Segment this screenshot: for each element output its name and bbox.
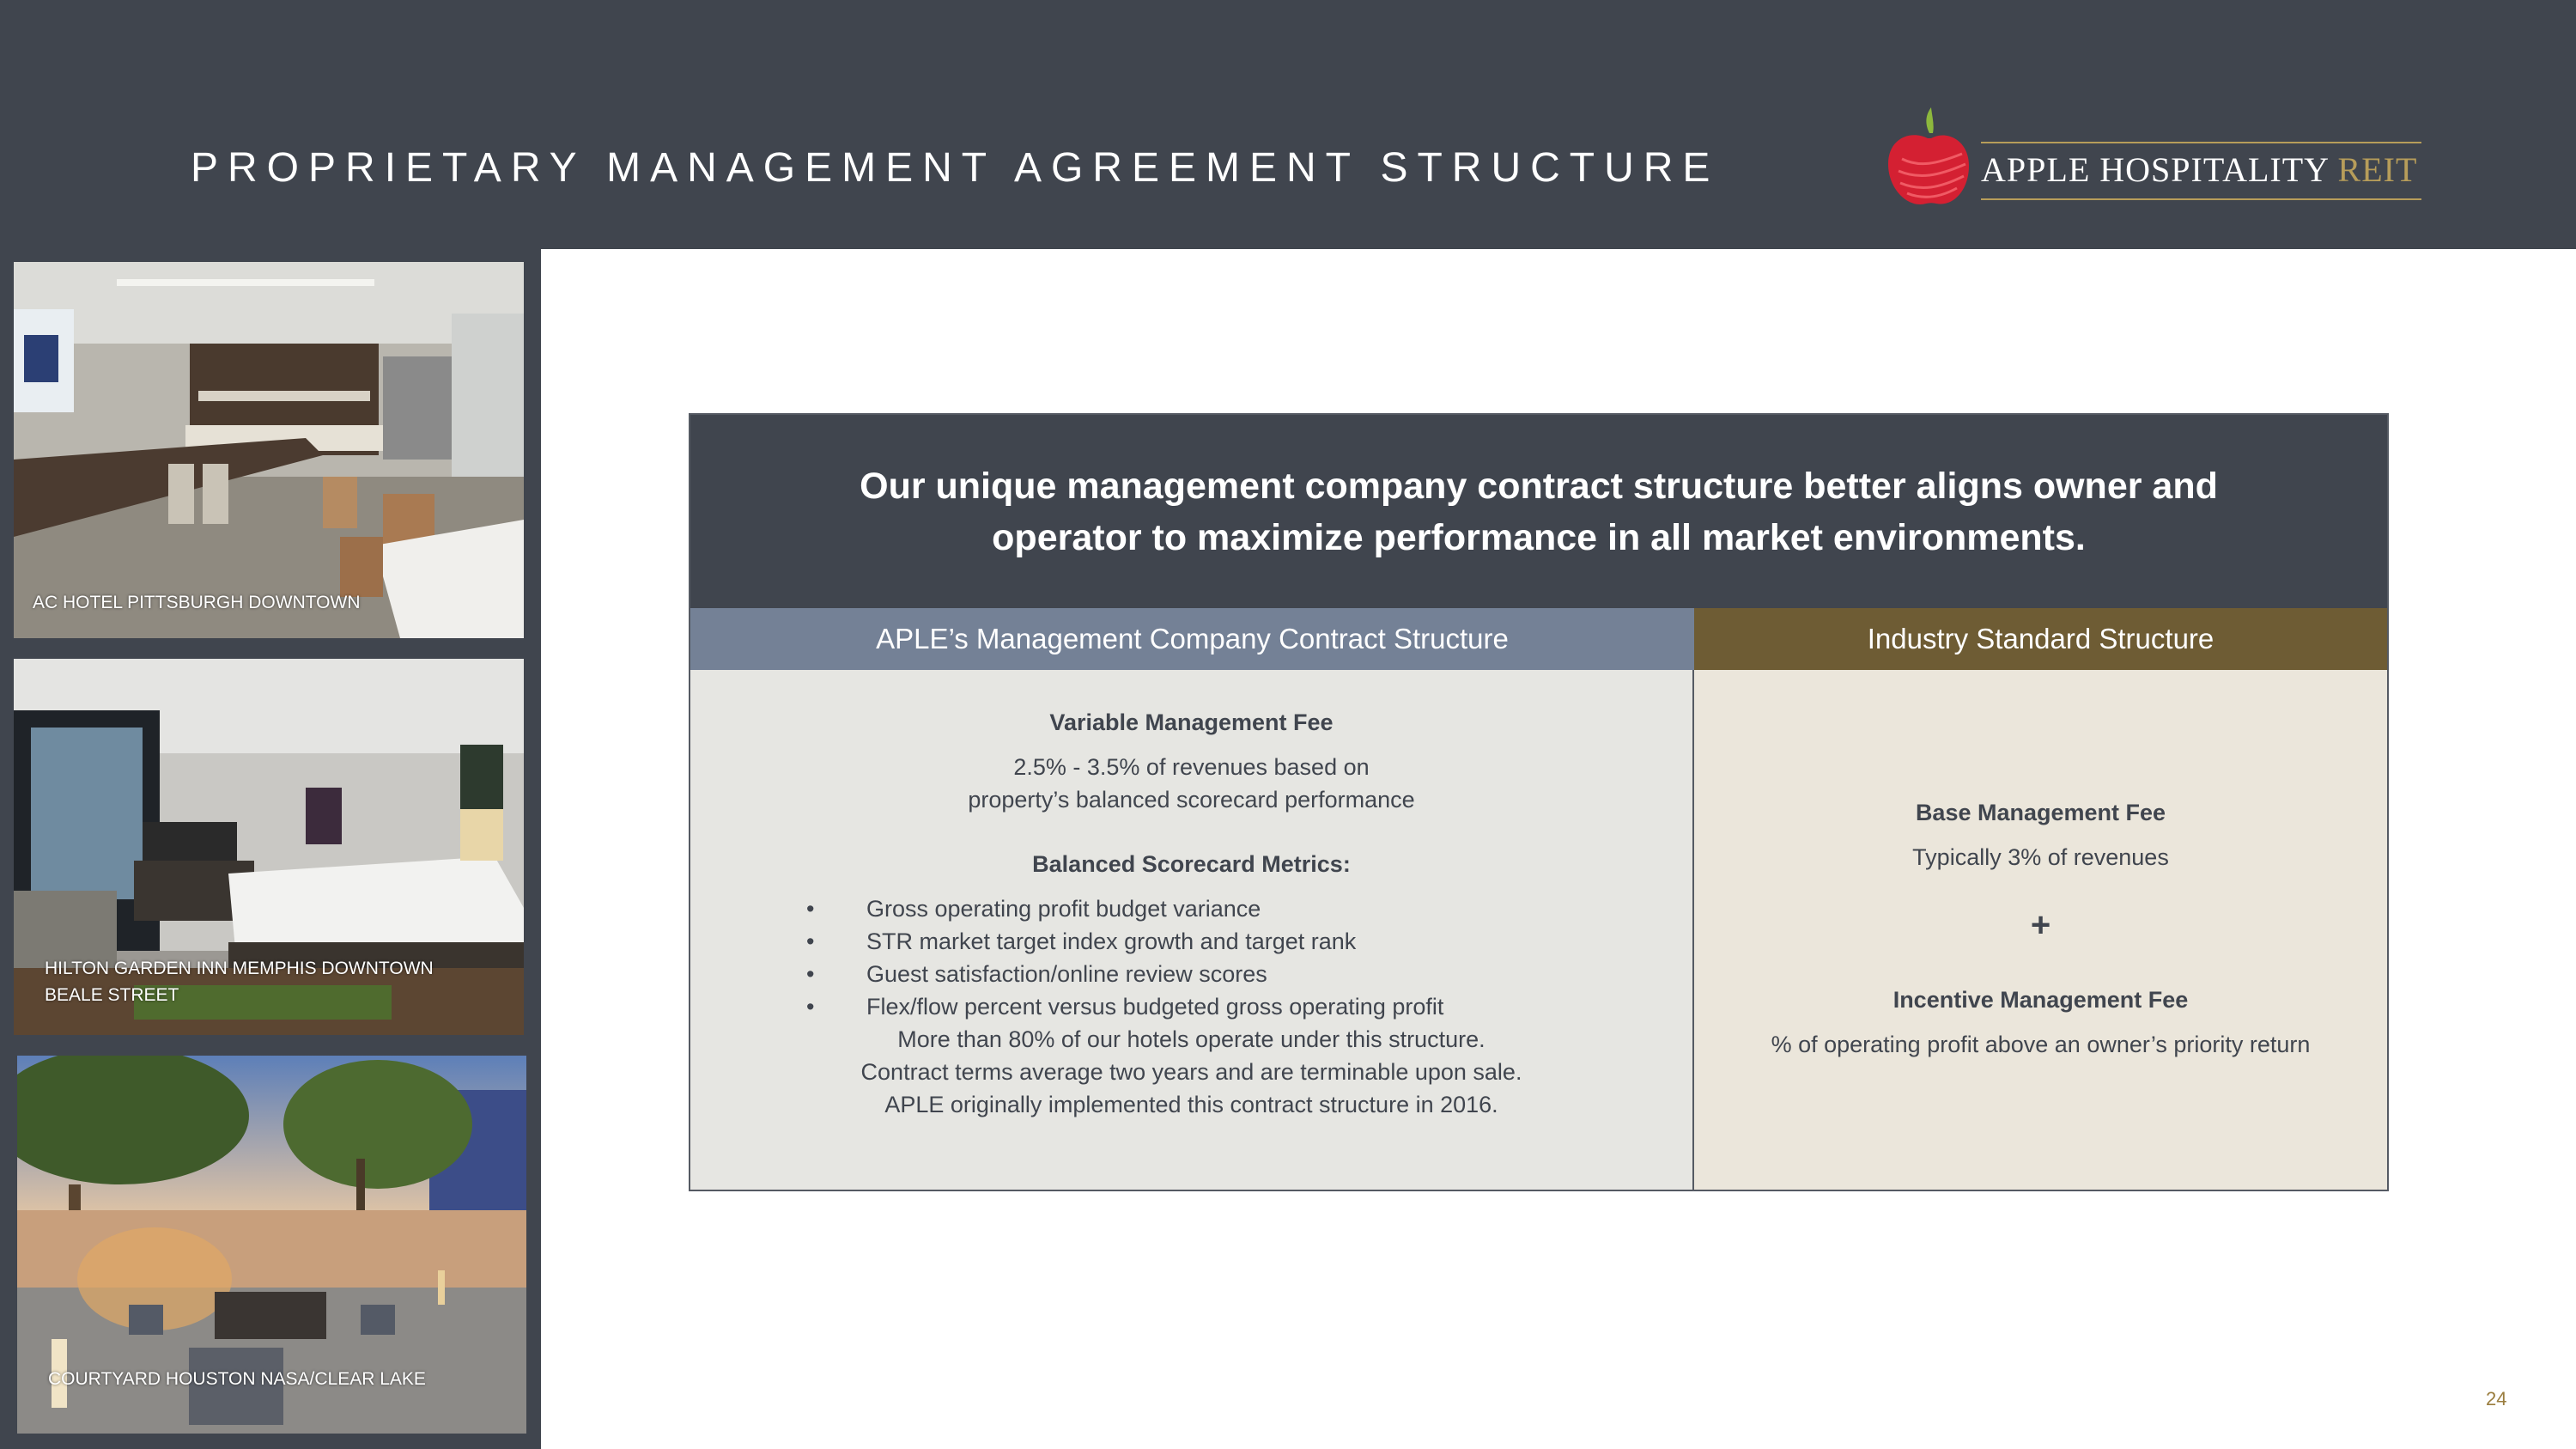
hotel-photo-2 — [14, 659, 524, 1035]
metric-item — [806, 961, 1267, 988]
aple-structure-heading: APLE’s Management Company Contract Structure — [690, 608, 1694, 670]
banner-line-1: Our unique management company contract structure better aligns owner and — [860, 465, 2218, 507]
logo-name: APPLE HOSPITALITY — [1981, 150, 2329, 189]
base-fee-desc: Typically 3% of revenues — [1912, 844, 2169, 870]
note-line-1: More than 80% of our hotels operate under this structure. — [897, 1026, 1485, 1052]
metric-text: Flex/flow percent versus budgeted gross operating profit — [866, 994, 1444, 1020]
incentive-fee-desc: % of operating profit above an owner’s priority return — [1771, 1032, 2311, 1057]
metric-text: Gross operating profit budget variance — [866, 896, 1261, 922]
management-structure-card — [689, 413, 2389, 1191]
page-title: PROPRIETARY MANAGEMENT AGREEMENT STRUCTURE — [191, 145, 1720, 191]
metric-text: Guest satisfaction/online review scores — [866, 961, 1267, 987]
bullet-icon: • — [806, 961, 815, 987]
photo-caption-2-line2: BEALE STREET — [45, 985, 179, 1005]
card-banner — [690, 415, 2387, 608]
metrics-title: Balanced Scorecard Metrics: — [1032, 851, 1351, 877]
metric-text: STR market target index growth and target rank — [866, 928, 1357, 954]
bullet-icon: • — [806, 928, 815, 954]
bullet-icon: • — [806, 994, 815, 1020]
hotel-photo-3 — [17, 1056, 526, 1434]
bullet-icon: • — [806, 896, 815, 922]
industry-structure-body — [1694, 670, 2387, 1190]
header-bar — [0, 0, 2576, 249]
note-line-3: APLE originally implemented this contract structure in 2016. — [884, 1092, 1498, 1117]
metric-item — [806, 994, 1444, 1020]
industry-structure-heading: Industry Standard Structure — [1694, 608, 2387, 670]
logo-rule-bottom — [1981, 198, 2421, 200]
photo-caption-2-line1: HILTON GARDEN INN MEMPHIS DOWNTOWN — [45, 959, 434, 978]
plus-icon: + — [2030, 906, 2051, 944]
logo-rule-top — [1981, 142, 2421, 143]
hotel-photo-1 — [14, 262, 524, 638]
photo-caption-2 — [45, 955, 434, 1008]
apple-logo-icon — [1885, 107, 1971, 215]
photo-sidebar — [0, 249, 541, 1449]
variable-fee-title: Variable Management Fee — [1049, 709, 1334, 735]
logo-reit: REIT — [2337, 150, 2418, 189]
variable-fee-line-1: 2.5% - 3.5% of revenues based on — [1013, 754, 1370, 780]
metric-item — [806, 896, 1261, 922]
variable-fee-line-2: property’s balanced scorecard performance — [968, 787, 1415, 813]
photo-caption-1: AC HOTEL PITTSBURGH DOWNTOWN — [33, 593, 361, 612]
lounge-image — [14, 262, 524, 638]
aple-structure-body — [690, 670, 1694, 1190]
incentive-fee-title: Incentive Management Fee — [1893, 987, 2189, 1013]
base-fee-title: Base Management Fee — [1915, 800, 2166, 825]
page-number: 24 — [2486, 1388, 2507, 1409]
note-line-2: Contract terms average two years and are terminable upon sale. — [860, 1059, 1522, 1085]
metric-item — [806, 928, 1357, 955]
photo-caption-3: COURTYARD HOUSTON NASA/CLEAR LAKE — [48, 1369, 426, 1389]
banner-line-2: operator to maximize performance in all market environments. — [992, 516, 2086, 558]
apple-hospitality-logo — [1885, 107, 2426, 215]
logo-wordmark — [1981, 149, 2417, 190]
